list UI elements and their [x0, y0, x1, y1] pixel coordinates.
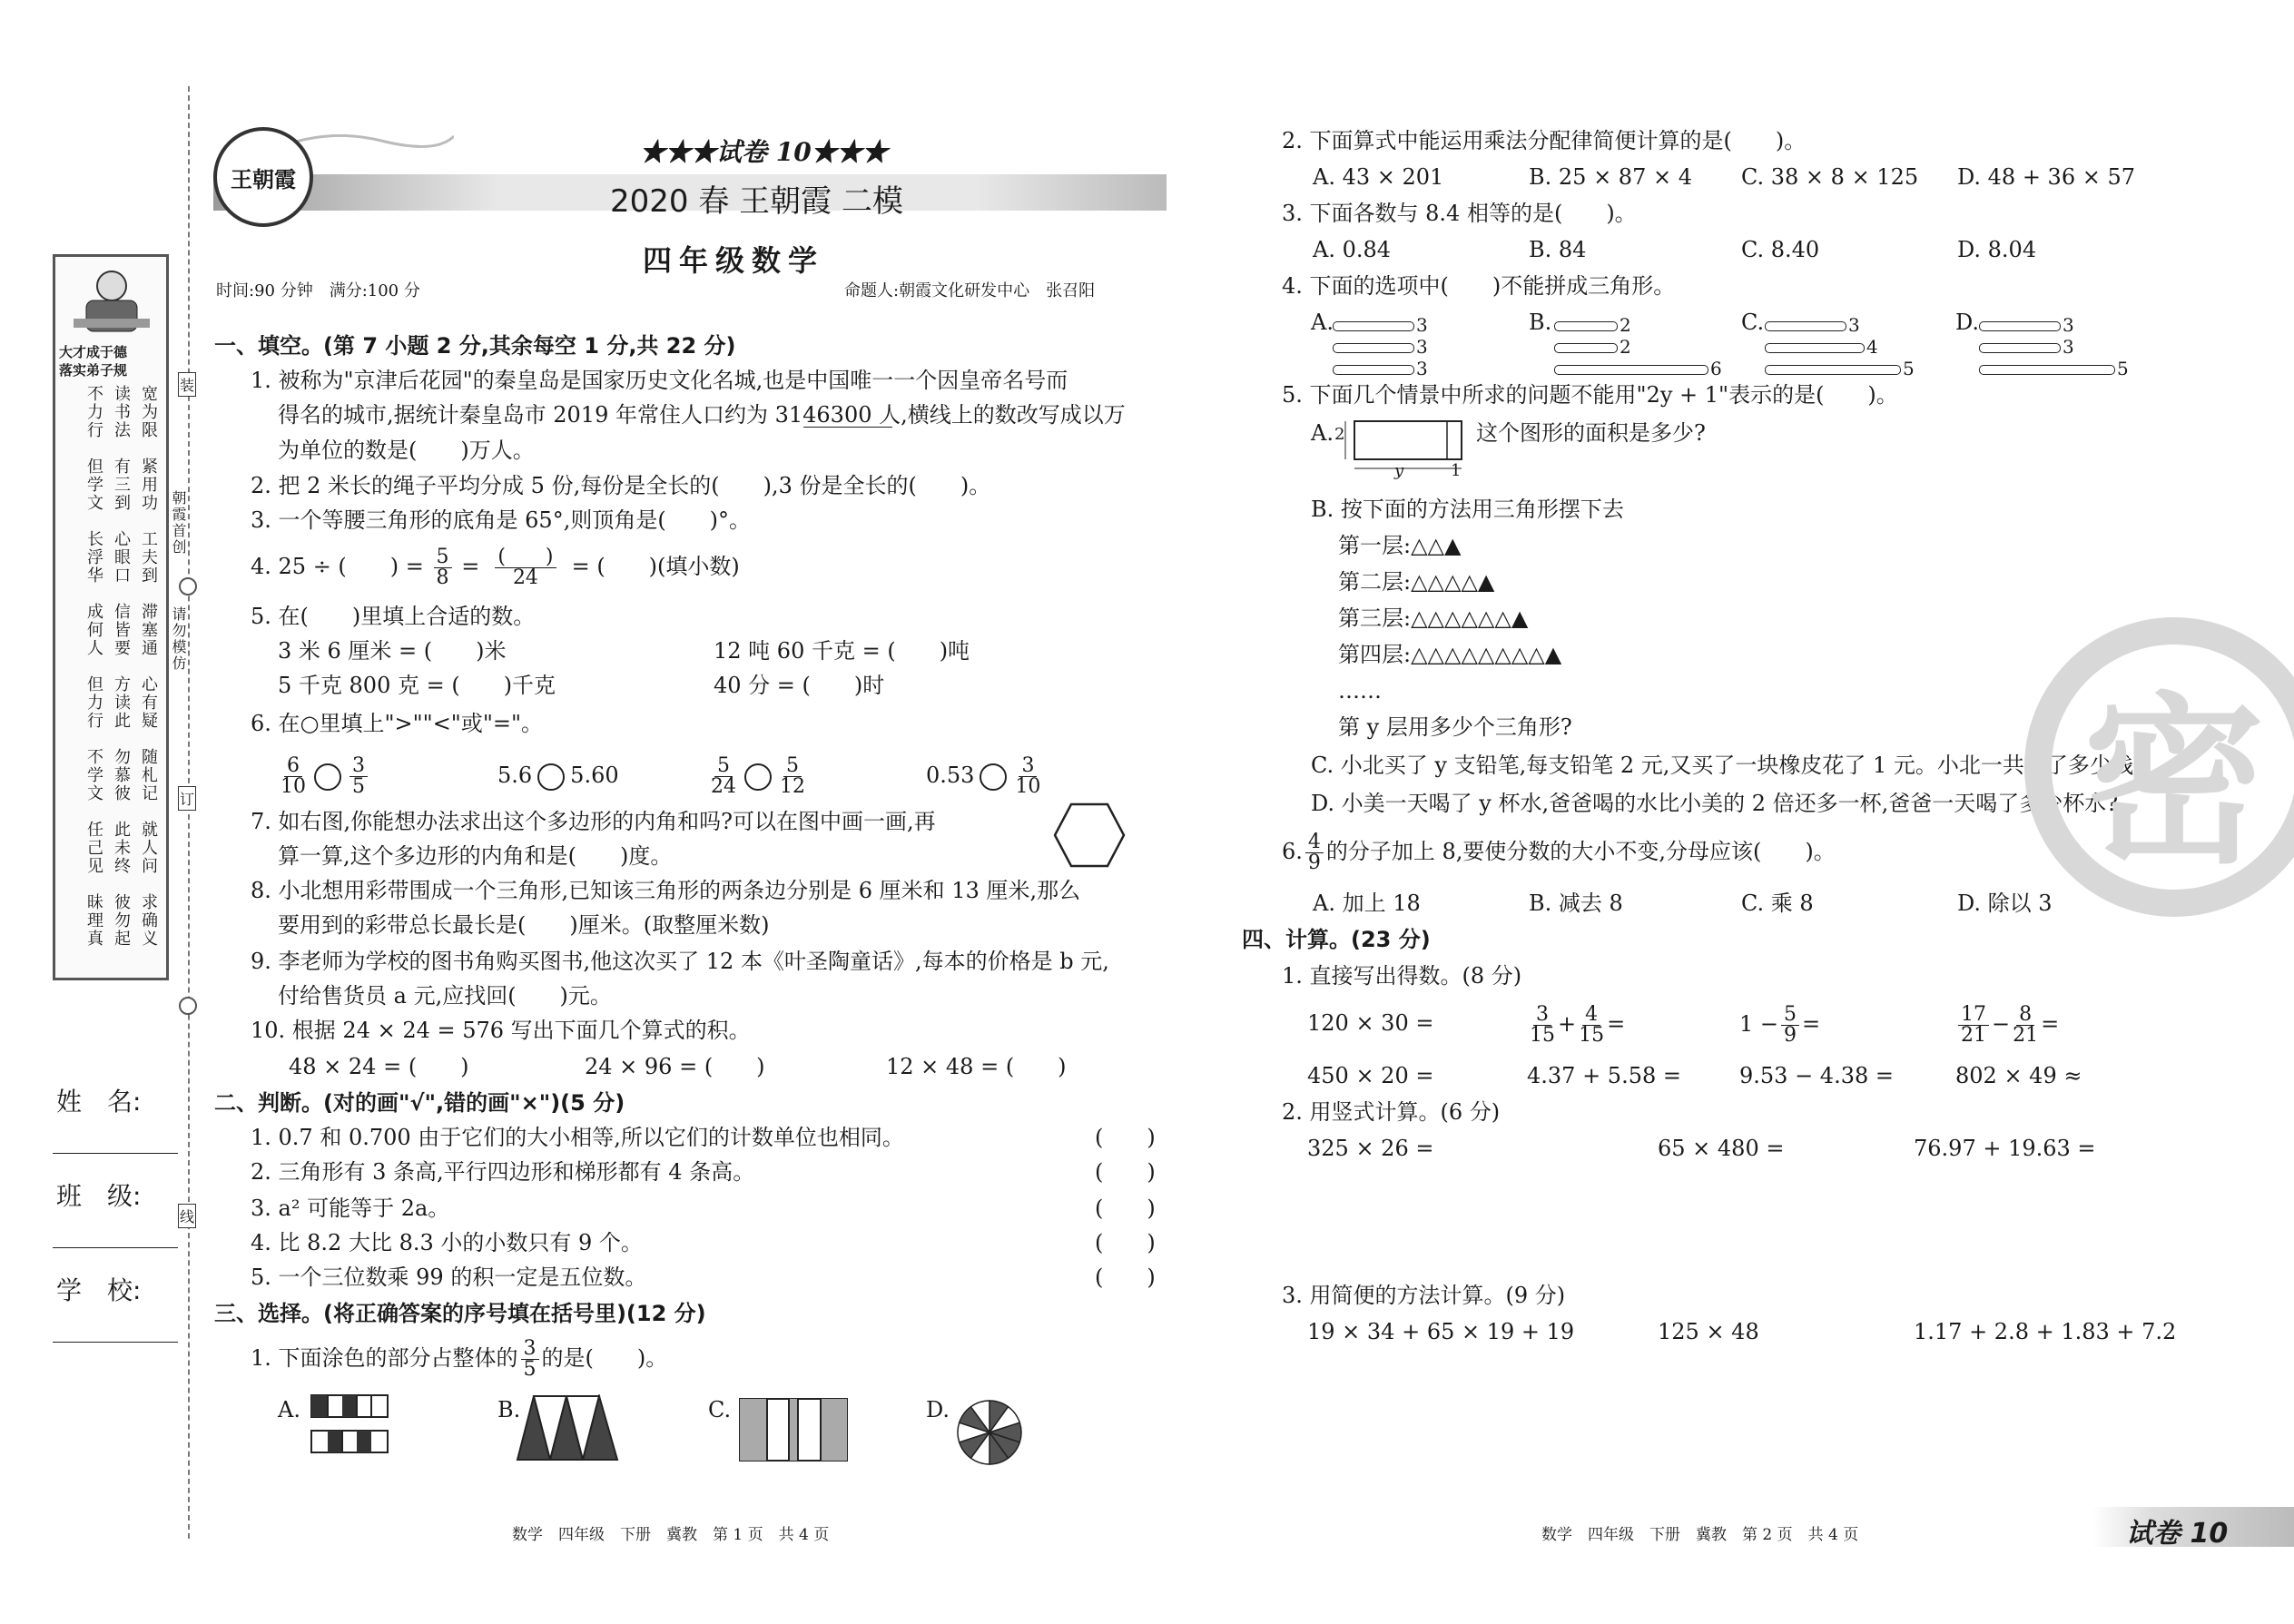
stick: [1554, 316, 1631, 334]
q6d: 0.53 $\frac{3}{10}$: [926, 754, 1041, 798]
choice-6-d[interactable]: D. 除以 3: [1957, 891, 2053, 916]
stick-length: 3: [1416, 358, 1428, 379]
rect-y-label: y: [1394, 461, 1404, 480]
ring-icon: [179, 577, 197, 595]
layer-dots: ……: [1338, 678, 1382, 704]
q4-fraction-2: $\frac{( )}{24}$: [489, 547, 562, 588]
choice-3-b[interactable]: B. 84: [1529, 237, 1587, 262]
calc-2b: 65 × 480 =: [1658, 1136, 1785, 1161]
motto-column: 信皆要: [112, 603, 131, 657]
q5d: 40 分 = ( )时: [714, 673, 885, 698]
calc-3a: 19 × 34 + 65 × 19 + 19: [1307, 1319, 1575, 1344]
time-score: 时间:90 分钟 满分:100 分: [216, 281, 420, 300]
calc-3c: 1.17 + 2.8 + 1.83 + 7.2: [1914, 1319, 2177, 1344]
choice-5-a-label[interactable]: A.: [1311, 420, 1334, 446]
section-calc: 四、计算。(23 分): [1242, 927, 1431, 952]
shape-a-rectangles: [310, 1394, 389, 1460]
choice-5-c[interactable]: C. 小北买了 y 支铅笔,每支铅笔 2 元,又买了一块橡皮花了 1 元。小北一共花了多少钱?: [1311, 753, 2145, 778]
q7-line2: 算一算,这个多边形的内角和是( )度。: [278, 843, 673, 869]
q10: 10. 根据 24 × 24 = 576 写出下面几个算式的积。: [251, 1018, 751, 1043]
q8-line2: 要用到的彩带总长最长是( )厘米。(取整厘米数): [278, 912, 770, 938]
q1-line1: 1. 被称为"京津后花园"的秦皇岛是国家历史文化名城,也是中国唯一一个因皇帝名号而: [251, 368, 1068, 393]
q4-fraction-1: $\frac{5}{8}$: [434, 547, 452, 588]
stick: [1765, 316, 1860, 334]
motto-column: 但学文: [84, 458, 103, 512]
motto-bottom: 落实弟子规: [59, 362, 128, 379]
class-field[interactable]: [53, 1247, 178, 1248]
choice-5-b[interactable]: B. 按下面的方法用三角形摆下去: [1311, 497, 1624, 522]
choice-1: 1. 下面涂色的部分占整体的 $\frac{3}{5}$ 的是( )。: [251, 1337, 668, 1381]
choice-2-a[interactable]: A. 43 × 201: [1313, 164, 1444, 190]
choice-2-d[interactable]: D. 48 + 36 × 57: [1957, 164, 2135, 190]
school-label: 学 校:: [56, 1275, 142, 1305]
logo-seal: [213, 127, 313, 227]
name-label: 姓 名:: [56, 1087, 142, 1117]
choice-3: 3. 下面各数与 8.4 相等的是( )。: [1282, 201, 1637, 226]
motto-column: 任己见: [84, 821, 103, 875]
judge-bracket[interactable]: ( ): [1095, 1125, 1156, 1150]
section-judge: 二、判断。(对的画"√",错的画"×")(5 分): [214, 1090, 625, 1116]
motto-column: 不学文: [84, 748, 103, 802]
choice-2-b[interactable]: B. 25 × 87 × 4: [1529, 164, 1692, 190]
motto-column: 随札记: [139, 748, 158, 802]
q5b: 12 吨 60 千克 = ( )吨: [714, 638, 970, 664]
choice-6-b[interactable]: B. 减去 8: [1529, 891, 1623, 916]
paper-title: 2020 春 王朝霞 二模: [610, 183, 903, 220]
q9-line2: 付给售货员 a 元,应找回( )元。: [278, 983, 612, 1009]
logo-seal-text: 王朝霞: [231, 165, 296, 192]
calc-1e: 450 × 20 =: [1307, 1063, 1434, 1088]
ring-icon: [179, 997, 197, 1015]
rect-height-label: 2: [1334, 425, 1345, 444]
choice-6-c[interactable]: C. 乘 8: [1741, 891, 1814, 916]
choice-4-b-label[interactable]: B.: [1529, 310, 1552, 335]
stick-length: 3: [2063, 336, 2074, 358]
choice-3-d[interactable]: D. 8.04: [1957, 237, 2037, 262]
shape-b-triangles: [516, 1394, 621, 1467]
side-note-1: 朝霞首创: [170, 490, 187, 556]
stick-length: 5: [2117, 358, 2129, 379]
judge-4: 4. 比 8.2 大比 8.3 小的小数只有 9 个。: [251, 1230, 643, 1255]
choice-4-a-label[interactable]: A.: [1311, 310, 1334, 335]
cut-mark-2: 订: [178, 786, 196, 811]
q6: 6. 在○里填上">""<"或"="。: [251, 711, 544, 736]
calc-1h: 802 × 49 ≈: [1955, 1063, 2082, 1088]
calc-1d: $\frac{17}{21}$ − $\frac{8}{21}$ =: [1955, 1000, 2059, 1048]
footer-left: 数学 四年级 下册 冀教 第 1 页 共 4 页: [512, 1526, 830, 1544]
stick-length: 4: [1866, 336, 1878, 358]
stick: [1333, 338, 1428, 356]
compare-circle[interactable]: [744, 763, 772, 791]
choice-1-option-a[interactable]: A.: [278, 1397, 300, 1422]
judge-bracket[interactable]: ( ): [1095, 1230, 1156, 1255]
stick-length: 2: [1620, 314, 1631, 336]
q5: 5. 在( )里填上合适的数。: [251, 604, 536, 629]
hexagon-figure: [1053, 802, 1126, 873]
q5c: 5 千克 800 克 = ( )千克: [278, 673, 556, 698]
calc-1f: 4.37 + 5.58 =: [1527, 1063, 1681, 1088]
section-choice: 三、选择。(将正确答案的序号填在括号里)(12 分): [214, 1301, 706, 1326]
motto-column: 彼勿起: [112, 893, 131, 948]
cut-mark-3: 线: [178, 1204, 196, 1228]
judge-bracket[interactable]: ( ): [1095, 1265, 1156, 1290]
calc-3b: 125 × 48: [1658, 1319, 1759, 1344]
stick: [1333, 316, 1428, 334]
motto-column: 工夫到: [139, 530, 158, 585]
motto-column: 有三到: [112, 458, 131, 512]
choice-4-d-label[interactable]: D.: [1955, 310, 1980, 335]
choice-6: 6. $\frac{4}{9}$ 的分子加上 8,要使分数的大小不变,分母应该( )。: [1282, 831, 1836, 874]
motto-column: 滞塞通: [139, 603, 158, 657]
motto-column: 成何人: [84, 603, 103, 657]
layer-1: 第一层:△△▲: [1338, 533, 1462, 558]
motto-column: 紧用功: [139, 458, 158, 512]
motto-column: 宽为限: [139, 385, 158, 439]
stick: [1979, 316, 2074, 334]
watermark-text: 密: [2082, 676, 2265, 889]
stick: [1554, 359, 1722, 378]
choice-5-b-question: 第 y 层用多少个三角形?: [1338, 714, 1572, 740]
layer-3: 第三层:△△△△△△▲: [1338, 605, 1529, 631]
class-label: 班 级:: [56, 1181, 142, 1211]
calc-2c: 76.97 + 19.63 =: [1914, 1136, 2096, 1161]
compare-circle[interactable]: [980, 763, 1007, 791]
motto-column: 但力行: [84, 675, 103, 730]
motto-top: 大才成于德: [59, 344, 128, 360]
compare-circle[interactable]: [537, 763, 565, 791]
choice-1-option-d[interactable]: D.: [926, 1397, 950, 1422]
motto-column: 此未终: [112, 821, 131, 875]
calc-2: 2. 用竖式计算。(6 分): [1282, 1099, 1501, 1125]
stick-length: 3: [1416, 336, 1428, 358]
q2: 2. 把 2 米长的绳子平均分成 5 份,每份是全长的( ),3 份是全长的( )。: [251, 473, 991, 498]
q10a: 48 × 24 = ( ): [289, 1054, 469, 1079]
corner-label: 试卷 10: [2126, 1518, 2229, 1550]
calc-1a: 120 × 30 =: [1307, 1010, 1434, 1036]
q4: 4. 25 ÷ ( ) = $\frac{5}{8}$ = $\frac{( )}{24}$ = ( )(填小数): [251, 546, 740, 589]
motto-column: 昧理真: [84, 893, 103, 948]
school-field[interactable]: [53, 1342, 178, 1343]
stick: [1554, 338, 1631, 356]
shape-d-circle: [955, 1398, 1024, 1472]
stick: [1765, 338, 1878, 356]
q10c: 12 × 48 = ( ): [886, 1054, 1067, 1079]
choice-5-d[interactable]: D. 小美一天喝了 y 杯水,爸爸喝的水比小美的 2 倍还多一杯,爸爸一天喝了多少杯水?: [1311, 791, 2119, 816]
motto-column: 求确义: [139, 893, 158, 948]
author: 命题人:朝霞文化研发中心 张召阳: [844, 281, 1096, 300]
judge-5: 5. 一个三位数乘 99 的积一定是五位数。: [251, 1265, 647, 1290]
layer-2: 第二层:△△△△▲: [1338, 569, 1495, 595]
rect-1-label: 1: [1451, 461, 1462, 480]
q3: 3. 一个等腰三角形的底角是 65°,则顶角是( )°。: [251, 507, 752, 533]
judge-2: 2. 三角形有 3 条高,平行四边形和梯形都有 4 条高。: [251, 1159, 755, 1185]
calc-1: 1. 直接写出得数。(8 分): [1282, 963, 1522, 989]
q8-line1: 8. 小北想用彩带围成一个三角形,已知该三角形的两条边分别是 6 厘米和 13 厘米,那么: [251, 878, 1081, 903]
q7-line1: 7. 如右图,你能想办法求出这个多边形的内角和吗?可以在图中画一画,再: [251, 809, 936, 834]
compare-circle[interactable]: [314, 763, 341, 791]
stick-length: 6: [1710, 358, 1722, 379]
judge-1: 1. 0.7 和 0.700 由于它们的大小相等,所以它们的计数单位也相同。: [251, 1125, 904, 1150]
motto-column: 心眼口: [112, 530, 131, 585]
stick-length: 5: [1903, 358, 1915, 379]
q1-underline: [803, 427, 892, 428]
stick: [1979, 338, 2074, 356]
calc-1c: 1 − $\frac{5}{9}$ =: [1739, 1003, 1821, 1047]
choice-4: 4. 下面的选项中( )不能拼成三角形。: [1282, 273, 1676, 299]
section-fill-in: 一、填空。(第 7 小题 2 分,其余每空 1 分,共 22 分): [214, 333, 736, 359]
q10b: 24 × 96 = ( ): [585, 1054, 765, 1079]
shape-c-strips: [739, 1398, 848, 1467]
layer-4: 第四层:△△△△△△△△▲: [1338, 642, 1562, 667]
paper-number: ★★★试卷 10★★★: [640, 137, 888, 167]
calc-2a: 325 × 26 =: [1307, 1136, 1434, 1161]
stick-length: 3: [2063, 314, 2074, 336]
q1-line2: 得名的城市,据统计秦皇岛市 2019 年常住人口约为 3146300 人,横线上的数改写成以万: [278, 402, 1126, 428]
choice-1-option-c[interactable]: C.: [708, 1397, 732, 1422]
choice-2: 2. 下面算式中能运用乘法分配律简便计算的是( )。: [1282, 128, 1807, 153]
q9-line1: 9. 李老师为学校的图书角购买图书,他这次买了 12 本《叶圣陶童话》,每本的价格是 b 元,: [251, 949, 1109, 974]
stick: [1333, 359, 1428, 378]
calc-3: 3. 用简便的方法计算。(9 分): [1282, 1283, 1566, 1308]
q6c: $\frac{5}{24}$ $\frac{5}{12}$: [711, 754, 805, 798]
motto-column: 不力行: [84, 385, 103, 439]
cut-mark-1: 装: [178, 372, 196, 397]
binding-dashed-line: [188, 86, 190, 1539]
choice-3-a[interactable]: A. 0.84: [1313, 237, 1392, 262]
motto-column: 读书法: [112, 385, 131, 439]
footer-right: 数学 四年级 下册 冀教 第 2 页 共 4 页: [1541, 1526, 1859, 1544]
subject-title: 四年级数学: [643, 243, 825, 278]
side-note-2: 请勿模仿: [170, 606, 187, 672]
name-field[interactable]: [53, 1153, 178, 1154]
secret-watermark: [2024, 617, 2294, 917]
calc-1g: 9.53 − 4.38 =: [1739, 1063, 1894, 1088]
stick: [1765, 359, 1915, 378]
stick-length: 3: [1416, 314, 1428, 336]
motto-column: 就人问: [139, 821, 158, 875]
choice-4-c-label[interactable]: C.: [1741, 310, 1765, 335]
stick-length: 2: [1620, 336, 1631, 358]
judge-bracket[interactable]: ( ): [1095, 1159, 1156, 1185]
motto-column: 心有疑: [139, 675, 158, 730]
choice-3-c[interactable]: C. 8.40: [1741, 237, 1820, 262]
calc-1b: $\frac{3}{15}$ + $\frac{4}{15}$ =: [1530, 1003, 1626, 1047]
scholar-figure-icon: [74, 266, 150, 339]
stick: [1979, 359, 2129, 378]
choice-1-option-b[interactable]: B.: [497, 1397, 521, 1422]
motto-column: 勿慕彼: [112, 748, 131, 802]
q1-line3: 为单位的数是( )万人。: [278, 438, 535, 463]
judge-3: 3. a² 可能等于 2a。: [251, 1196, 450, 1221]
motto-column: 长浮华: [84, 530, 103, 585]
motto-column: 方读此: [112, 675, 131, 730]
choice-6-a[interactable]: A. 加上 18: [1313, 891, 1421, 916]
q6a: $\frac{6}{10}$ $\frac{3}{5}$: [278, 752, 370, 799]
choice-5-a-question: 这个图形的面积是多少?: [1476, 420, 1706, 446]
judge-bracket[interactable]: ( ): [1095, 1196, 1156, 1221]
stick-length: 3: [1848, 314, 1860, 336]
choice-2-c[interactable]: C. 38 × 8 × 125: [1741, 164, 1919, 190]
q6b: 5.6 5.60: [497, 752, 619, 799]
q5a: 3 米 6 厘米 = ( )米: [278, 638, 507, 664]
choice-5: 5. 下面几个情景中所求的问题不能用"2y + 1"表示的是( )。: [1282, 382, 1898, 408]
